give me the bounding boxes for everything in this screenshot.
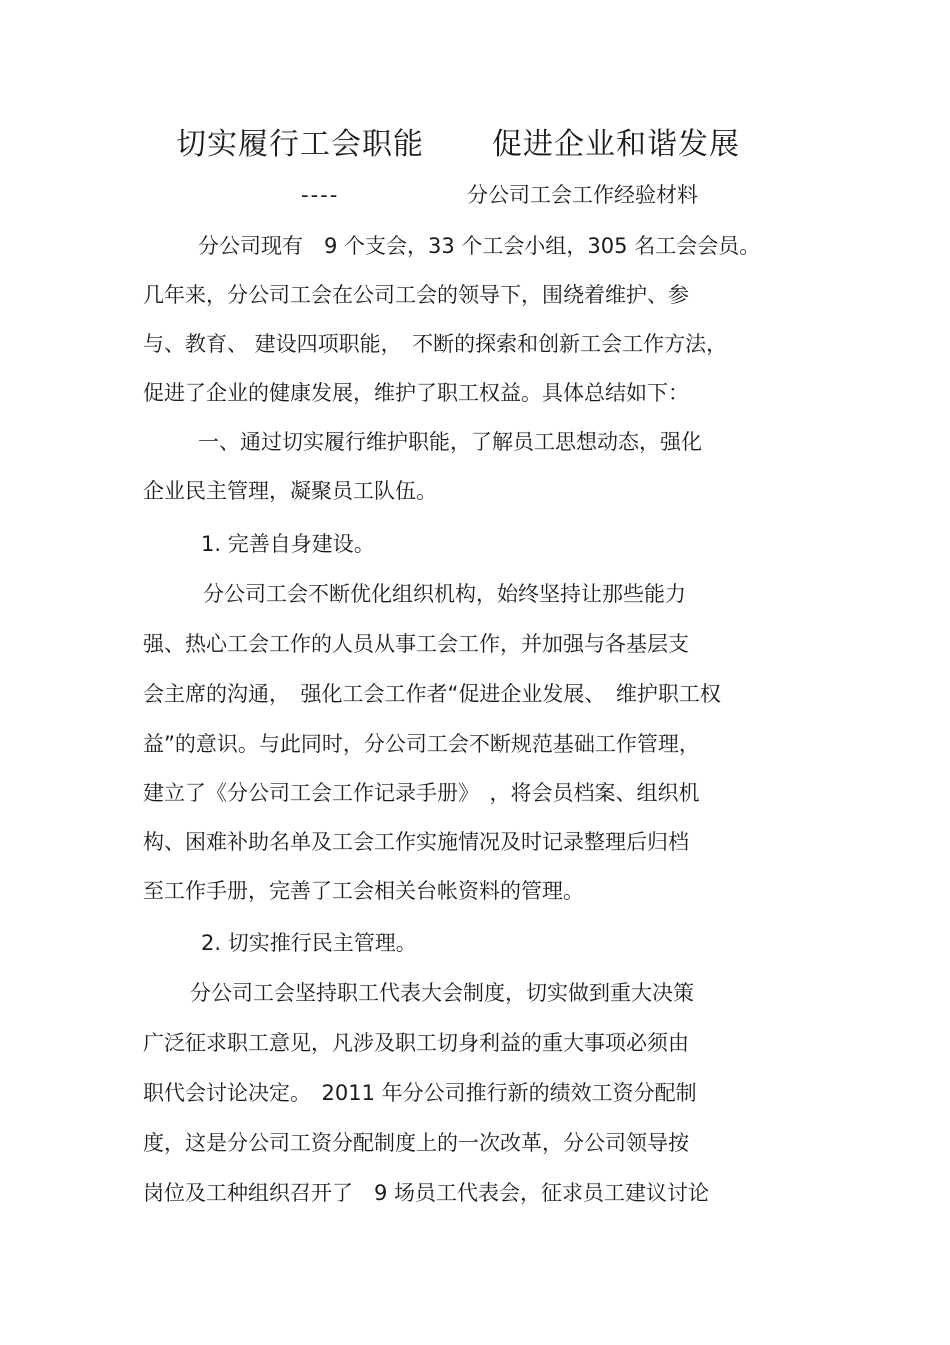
- body-line: 益”的意识。与此同时，分公司工会不断规范基础工作管理，: [143, 732, 700, 756]
- body-line: 强、热心工会工作的人员从事工会工作，并加强与各基层支: [143, 632, 689, 656]
- body-line: 构、困难补助名单及工会工作实施情况及时记录整理后归档: [143, 830, 689, 854]
- section-heading: 一、通过切实履行维护职能，了解员工思想动态，强化: [198, 430, 702, 454]
- body-line: 职代会讨论决定。 2011 年分公司推行新的绩效工资分配制: [143, 1081, 697, 1105]
- body-line: 建立了《分公司工会工作记录手册》 ，将会员档案、组织机: [143, 781, 700, 805]
- document-subtitle: [0, 177, 950, 213]
- subtitle-dash: ----: [301, 183, 340, 207]
- title-right: 促进企业和谐发展: [492, 127, 740, 162]
- body-line: 促进了企业的健康发展，维护了职工权益。具体总结如下：: [143, 381, 689, 405]
- body-line: 企业民主管理，凝聚员工队伍。: [143, 479, 437, 503]
- document-title: [0, 120, 950, 170]
- body-line: 度，这是分公司工资分配制度上的一次改革，分公司领导按: [143, 1131, 689, 1155]
- body-line: 会主席的沟通， 强化工会工作者“促进企业发展、 维护职工权: [143, 682, 721, 706]
- body-line: 几年来，分公司工会在公司工会的领导下，围绕着维护、参: [143, 283, 689, 307]
- body-line: 分公司工会坚持职工代表大会制度，切实做到重大决策: [190, 981, 694, 1005]
- body-line: 分公司现有 9 个支会，33 个工会小组，305 名工会会员。: [198, 234, 761, 258]
- body-line: 广泛征求职工意见，凡涉及职工切身利益的重大事项必须由: [143, 1031, 689, 1055]
- body-line: 与、教育、 建设四项职能， 不断的探索和创新工会工作方法，: [143, 332, 728, 356]
- body-line: 岗位及工种组织召开了 9 场员工代表会，征求员工建议讨论: [143, 1181, 710, 1205]
- subtitle-text: 分公司工会工作经验材料: [467, 183, 698, 207]
- body-line: 分公司工会不断优化组织机构，始终坚持让那些能力: [203, 582, 686, 606]
- title-left: 切实履行工会职能: [176, 127, 424, 162]
- subsection-heading: 1. 完善自身建设。: [201, 532, 375, 556]
- subsection-heading: 2. 切实推行民主管理。: [201, 931, 417, 955]
- body-line: 至工作手册，完善了工会相关台帐资料的管理。: [143, 879, 584, 903]
